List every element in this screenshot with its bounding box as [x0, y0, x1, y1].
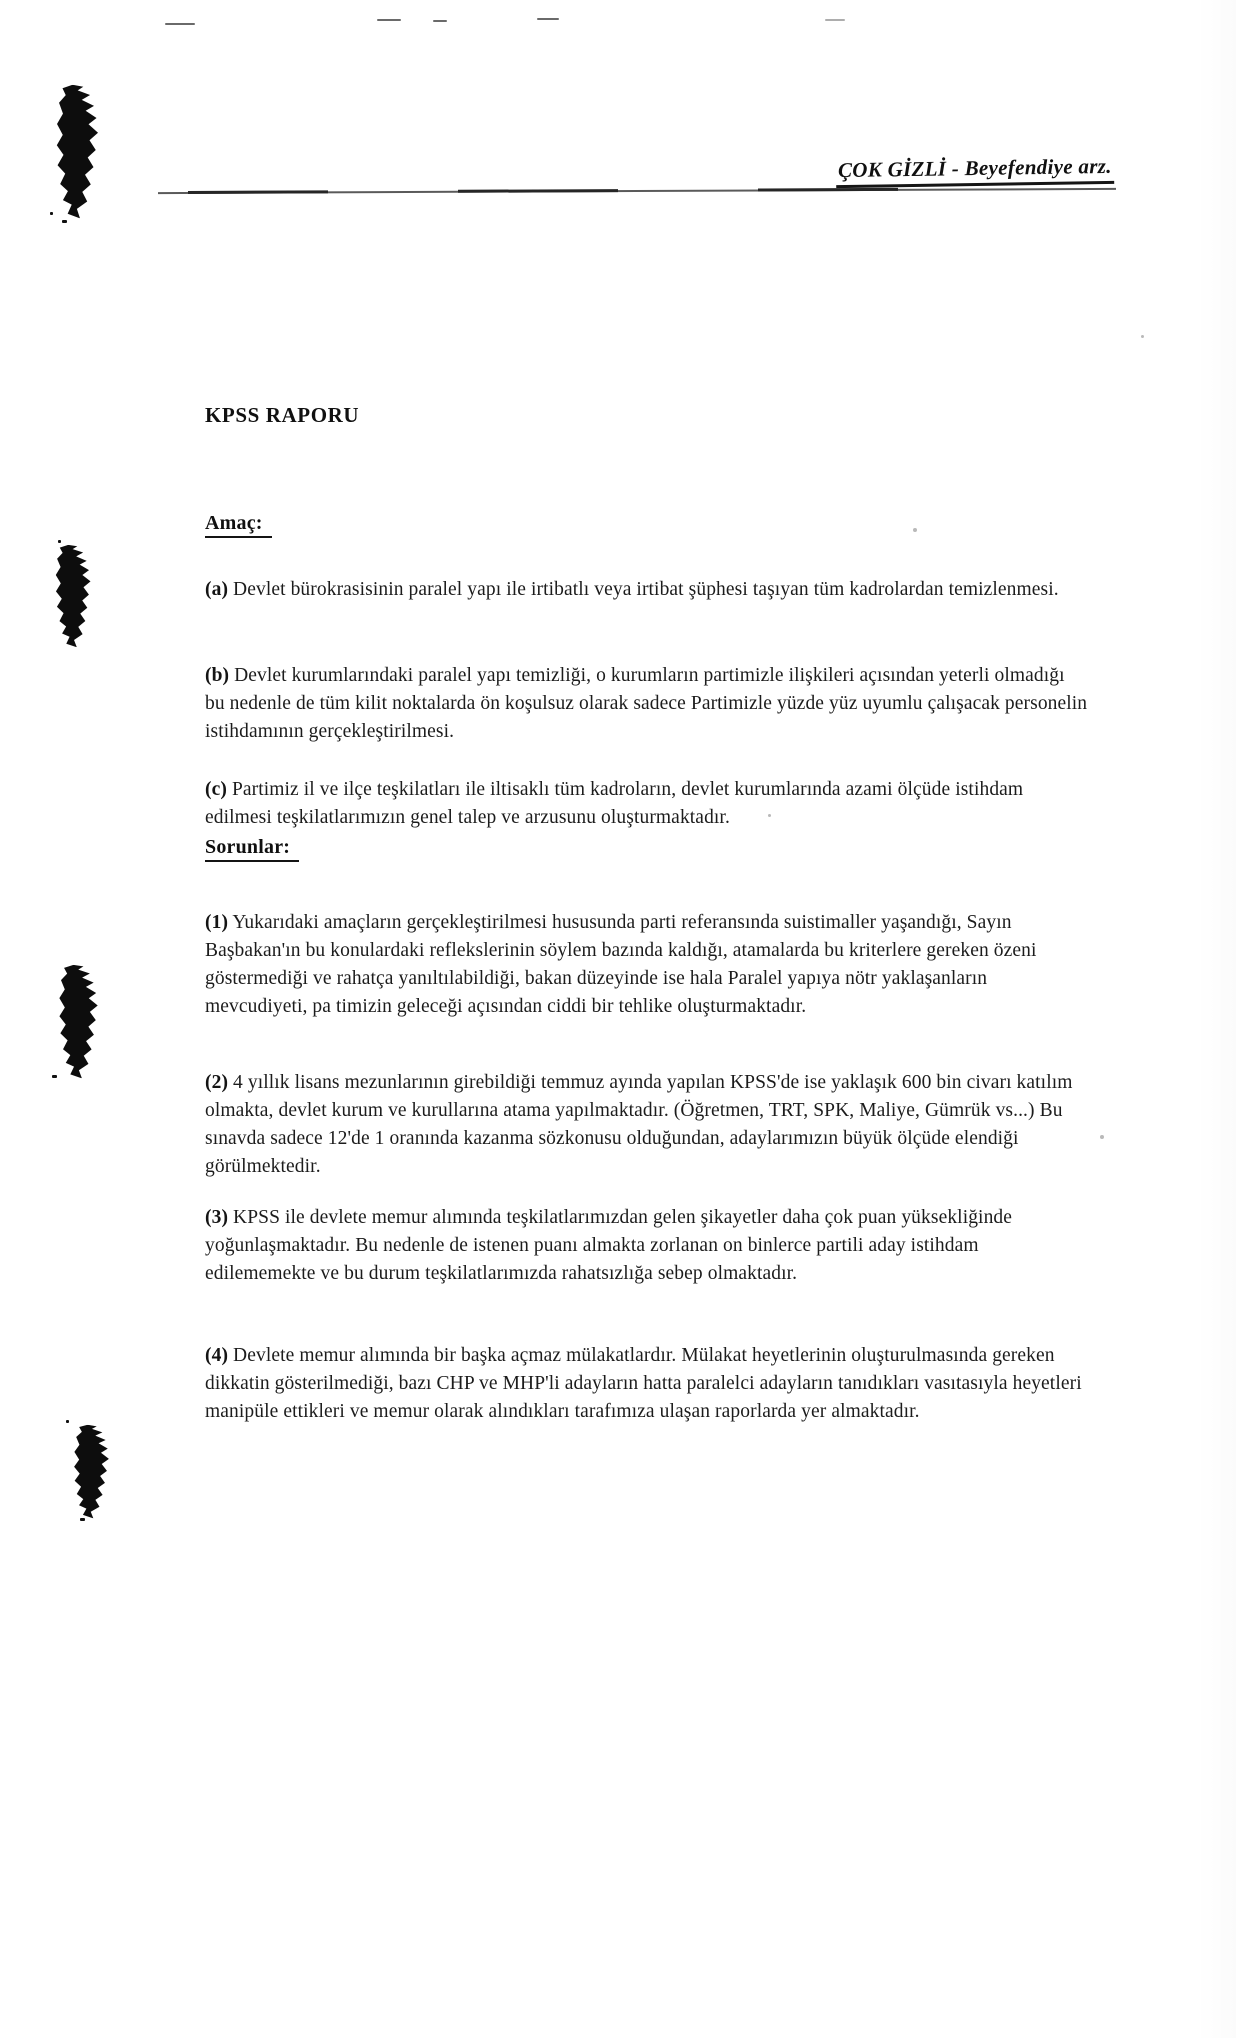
paragraph-label: (3) — [205, 1206, 229, 1228]
paragraph-sorun-1 — [205, 909, 1089, 1021]
ink-fleck — [58, 540, 61, 543]
ink-fleck — [62, 220, 67, 223]
paragraph-text: Devlete memur alımında bir başka açmaz mülakatlardır. Mülakat heyetlerinin oluşturulmasında gereken dikkatin gösterilmediği, bazı CHP ve MHP'li adayların hatta paralelci adayların tanıdıkları vasıtasıyla heyetleri manipüle ettikleri ve memur olarak alındıkları tarafımıza ulaşan raporlarda yer almaktadır. — [205, 1344, 1082, 1422]
paragraph-label: (b) — [205, 664, 230, 686]
paragraph-text: KPSS ile devlete memur alımında teşkilatlarımızdan gelen şikayetler daha çok puan yüksekliğinde yoğunlaşmaktadır. Bu nedenle de istenen puanı almakta zorlanan on binlerce partili aday istihdam edilememekte ve bu durum teşkilatlarımızda rahatsızlığa sebep olmaktadır. — [205, 1206, 1013, 1284]
scan-artifact-dash — [537, 18, 559, 20]
paragraph-text: Devlet kurumlarındaki paralel yapı temizliği, o kurumların partimizle ilişkileri açısından yeterli olmadığı bu nedenle de tüm kilit noktalarda ön koşulsuz olarak sadece Partimizle yüzde yüz uyumlu çalışacak personelin istihdamının gerçekleştirilmesi. — [205, 664, 1088, 742]
paragraph-sorun-2 — [205, 1069, 1089, 1181]
classification-rule — [158, 188, 1116, 194]
paragraph-text: Devlet bürokrasisinin paralel yapı ile irtibatlı veya irtibat şüphesi taşıyan tüm kadrolardan temizlenmesi. — [233, 578, 1059, 600]
paragraph-text: Partimiz il ve ilçe teşkilatları ile iltisaklı tüm kadroların, devlet kurumlarında azami ölçüde istihdam edilmesi teşkilatlarımızın genel talep ve arzusunu oluşturmaktadır. — [205, 778, 1024, 828]
paragraph-label: (a) — [205, 578, 229, 600]
paragraph-sorun-3 — [205, 1204, 1089, 1288]
ink-fleck — [52, 1075, 57, 1078]
section-heading-amac: Amaç: — [205, 512, 272, 538]
ink-fleck — [50, 212, 53, 215]
scan-artifact-dash — [433, 20, 447, 22]
scan-artifact-dash — [377, 19, 401, 21]
paragraph-text: Yukarıdaki amaçların gerçekleştirilmesi hususunda parti referansında suistimaller yaşandığı, Sayın Başbakan'ın bu konulardaki reflekslerinin söylem bazında kaldığı, atamalarda bu kriterlere gereken özeni göstermediği ve rahatça yanıltılabildiği, bakan düzeyinde ise hala Paralel yapıya nötr yaklaşanların mevcudiyeti, pa timizin geleceği açısından ciddi bir tehlike oluşturmaktadır. — [205, 911, 1037, 1017]
paragraph-sorun-4 — [205, 1342, 1089, 1426]
scan-speck — [1141, 335, 1144, 338]
section-heading-sorunlar: Sorunlar: — [205, 836, 299, 862]
ink-fleck — [66, 1420, 69, 1423]
scan-speck — [913, 528, 917, 532]
document-title: KPSS RAPORU — [205, 403, 360, 427]
paragraph-amac-b — [205, 662, 1089, 746]
scan-artifact-dash — [825, 19, 845, 21]
scan-edge-shade — [1196, 0, 1236, 2038]
scan-speck — [1100, 1135, 1104, 1139]
classification-header: ÇOK GİZLİ - Beyefendiye arz. — [836, 154, 1114, 188]
paragraph-text: 4 yıllık lisans mezunlarının girebildiği temmuz ayında yapılan KPSS'de ise yaklaşık 600 bin civarı katılım olmakta, devlet kurum ve kurullarına atama yapılmaktadır. (Öğretmen, TRT, SPK, Maliye, Gümrük vs...) Bu sınavda sadece 12'de 1 oranında kazanma sözkonusu olduğundan, adaylarımızın büyük ölçüde elendiği görülmektedir. — [205, 1071, 1073, 1177]
ink-smudge — [49, 84, 101, 219]
ink-smudge — [50, 544, 92, 647]
ink-fleck — [80, 1518, 85, 1521]
paragraph-label: (1) — [205, 911, 229, 933]
scan-artifact-dash — [165, 23, 195, 25]
paragraph-amac-c — [205, 776, 1089, 832]
paragraph-label: (4) — [205, 1344, 229, 1366]
ink-smudge — [53, 964, 100, 1079]
paragraph-label: (c) — [205, 778, 227, 800]
ink-smudge — [67, 1424, 111, 1519]
paragraph-label: (2) — [205, 1071, 229, 1093]
paragraph-amac-a — [205, 576, 1089, 604]
